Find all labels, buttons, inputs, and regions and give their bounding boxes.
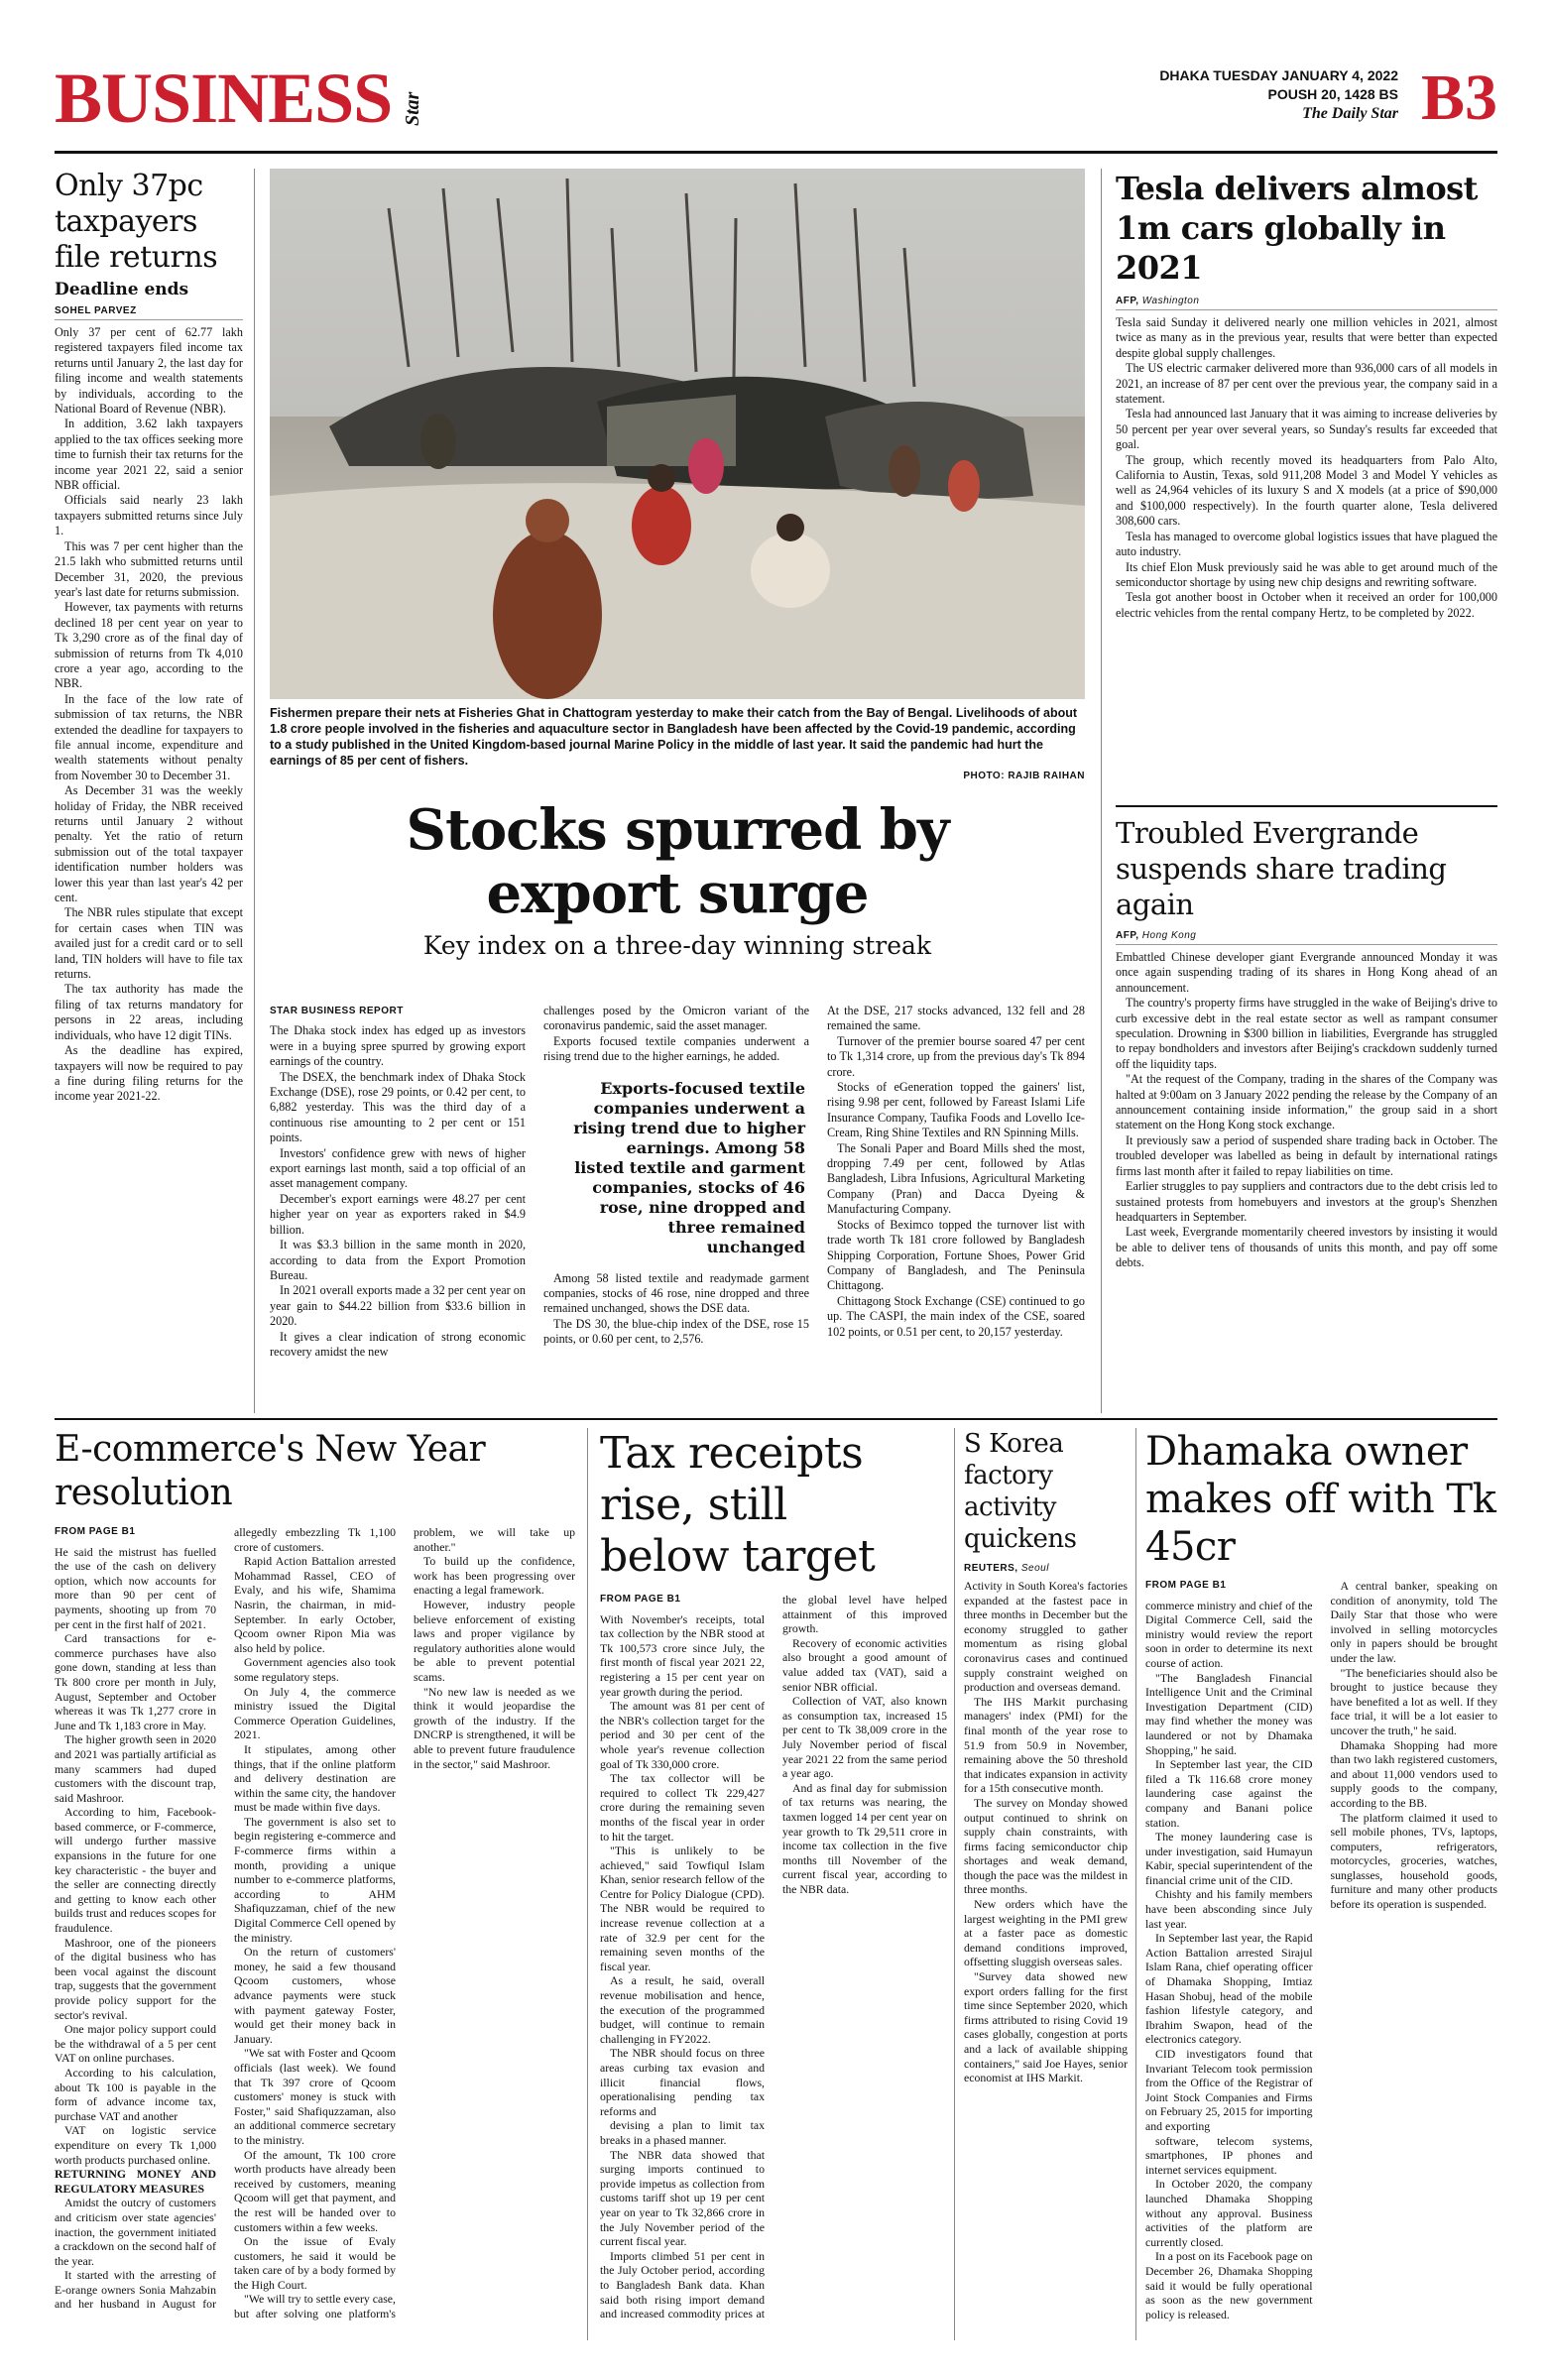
paragraph: Mashroor, one of the pioneers of the digital business who has been vocal against the discount trap, suggests that the government provide policy support for the sector's revival.: [55, 1935, 216, 2022]
paragraph: Turnover of the premier bourse soared 47 per cent to Tk 1,314 crore, up from the previous day's Tk 894 crore.: [827, 1033, 1085, 1079]
ecommerce-body: [55, 1525, 575, 2338]
photo-credit-label: PHOTO:: [963, 771, 1006, 781]
paper-name: The Daily Star: [1302, 105, 1398, 122]
taxpayers-body: [55, 325, 243, 1105]
taxpayers-deck: Deadline ends: [55, 280, 189, 299]
paragraph: The country's property firms have struggled in the wake of Beijing's drive to curb excessive debt in the real estate sector as well as rampant consumer speculation. Drowning in $300 billion in liabilities, Evergrande has struggled to repay bondholders and investors after Beijing's crackdown suddenly turned off the liquidity taps.: [1116, 996, 1497, 1071]
paragraph: He said the mistrust has fuelled the use of the cash on delivery option, which now accounts for more than 90 per cent of payments, shooting up from 70 per cent in the first half of 2021.: [55, 1544, 216, 1631]
paragraph: Card transactions for e-commerce purchases have also gone down, standing at less than Tk 800 crore per month in July, August, September and October whereas it was Tk 1,277 crore in June and Tk 1,183 crore in May.: [55, 1631, 216, 1732]
paragraph: "This is unlikely to be achieved," said Towfiqul Islam Khan, senior research fellow of the Centre for Policy Dialogue (CPD). The NBR would be required to increase revenue collection at a rate of 32.9 per cent for the remaining seven months of the fiscal year.: [600, 1844, 765, 1973]
tesla-article: [1116, 169, 1497, 803]
section-title: BUSINESS: [55, 59, 393, 138]
paragraph: In September last year, the Rapid Action Battalion arrested Sirajul Islam Rana, chief operating officer of Dhamaka Shopping, Imtiaz Hasan Shobuj, head of the mobile fashion lifestyle category, and Ibrahim Swapon, head of the electronics category.: [1145, 1931, 1313, 2047]
paragraph: It was $3.3 billion in the same month in 2020, according to data from the Export Promotion Bureau.: [270, 1238, 526, 1282]
paragraph: VAT on logistic service expenditure on every Tk 1,000 worth products purchased online.: [55, 2123, 216, 2167]
evergrande-headline: Troubled Evergrande suspends share trading again: [1116, 816, 1447, 921]
stocks-deck: Key index on a three-day winning streak: [422, 931, 932, 960]
dhamaka-body: [1145, 1579, 1497, 2340]
skorea-headline: S Korea factory activity quickens: [964, 1429, 1077, 1554]
paragraph: commerce ministry and chief of the Digital Commerce Cell, said the ministry would review the report soon in order to determine its next course of action.: [1145, 1598, 1313, 1670]
paragraph: The money laundering case is under investigation, said Humayun Kabir, special superintendent of the financial crime unit of the CID.: [1145, 1830, 1313, 1887]
tesla-headline: Tesla delivers almost 1m cars globally in 2021: [1116, 170, 1478, 287]
paragraph: Collection of VAT, also known as consumption tax, increased 15 per cent to Tk 38,009 crore in the July November period of fiscal year 2021 22 from the same period a year ago.: [782, 1694, 947, 1781]
skorea-byline: [964, 1563, 1128, 1574]
paragraph: Investors' confidence grew with news of higher export earnings last month, said a top official of an asset management company.: [270, 1145, 526, 1191]
paragraph: Officials said nearly 23 lakh taxpayers submitted returns since July 1.: [55, 493, 243, 538]
tesla-byline-agency: AFP,: [1116, 296, 1139, 306]
page-number: B3: [1420, 61, 1497, 134]
stocks-col3: [827, 1004, 1085, 1400]
paragraph: In October 2020, the company launched Dhamaka Shopping without any approval. Business activities of the platform are currently closed.: [1145, 2177, 1313, 2249]
ecommerce-article: [55, 1428, 575, 2340]
paragraph: It previously saw a period of suspended share trading back in October. The troubled developer was labelled as being in default by international ratings firms last month after it failed to repay liabilities on time.: [1116, 1132, 1497, 1178]
ecommerce-headline: E-commerce's New Year resolution: [55, 1429, 486, 1513]
divider-tax-skorea: [954, 1428, 955, 2340]
paragraph: "The Bangladesh Financial Intelligence Unit and the Criminal Investigation Department (CID) may find whether the money was laundered or not by Dhamaka Shopping," he said.: [1145, 1670, 1313, 1757]
paragraph: The NBR rules stipulate that except for certain cases when TIN was availed just for a credit card or to sell land, TIN holders will have to file tax returns.: [55, 905, 243, 982]
paragraph: "At the request of the Company, trading in the shares of the Company was halted at 9:00am on 3 January 2022 pending the release by the Company of an announcement containing inside information," the group said in a short statement on the Hong Kong stock exchange.: [1116, 1072, 1497, 1132]
star-logo: Star: [402, 91, 423, 126]
paragraph: The tax collector will be required to collect Tk 229,427 crore during the remaining seven months of the fiscal year in order to hit the target.: [600, 1771, 765, 1844]
paragraph: The tax authority has made the filing of tax returns mandatory for persons in 22 areas, including individuals, who have 12 digit TINs.: [55, 982, 243, 1042]
paragraph: Recovery of economic activities also brought a good amount of value added tax (VAT), said a senior NBR official.: [782, 1635, 947, 1694]
paragraph: "Survey data showed new export orders falling for the first time since September 2020, which firms attributed to rising Covid 19 cases globally, congestion at ports and a lack of available shipping containers," said Joe Hayes, senior economist at IHS Markit.: [964, 1969, 1128, 2085]
paragraph: According to his calculation, about Tk 100 is payable in the form of advance income tax, purchase VAT and another: [55, 2065, 216, 2123]
paragraph: As December 31 was the weekly holiday of Friday, the NBR received returns until January 2 without penalty. Yet the ratio of return submission out of the total taxpayer identification number holders was lower this year than last year's 42 per cent.: [55, 783, 243, 905]
paragraph: Chishty and his family members have been absconding since July last year.: [1145, 1887, 1313, 1931]
paragraph: RETURNING MONEY AND REGULATORY MEASURES: [55, 2167, 216, 2196]
paragraph: "The beneficiaries should also be brought to justice because they have benefited a lot as well. If they face trial, it will be a lot easier to uncover the truth," he said.: [1330, 1665, 1497, 1737]
tesla-body: [1116, 315, 1497, 621]
from-page-label: FROM PAGE B1: [600, 1594, 681, 1605]
dhamaka-headline: Dhamaka owner makes off with Tk 45cr: [1145, 1429, 1496, 1570]
stocks-pullquote: Exports-focused textile companies underwent a rising trend due to higher earnings. Among 58 listed textile and garment companies, stocks of 46 rose, nine dropped and three remained unchanged: [573, 1078, 805, 1256]
paragraph: "We will try to settle every case, but after solving one platform's problem, we will take up another.": [234, 1525, 575, 2321]
paragraph: In 2021 overall exports made a 32 per cent year on year gain to $44.22 billion from $33.6 billion in 2020.: [270, 1283, 526, 1329]
col-divider-left: [254, 169, 255, 1413]
paragraph: At the DSE, 217 stocks advanced, 132 fell and 28 remained the same.: [827, 1004, 1085, 1033]
paragraph: Activity in South Korea's factories expanded at the fastest pace in three months in December but the economy struggled to gather momentum as rising global coronavirus cases and continued supply constraint weighed on production and overseas demand.: [964, 1579, 1128, 1695]
paragraph: Chittagong Stock Exchange (CSE) continued to go up. The CASPI, the main index of the CSE, soared 102 points, or 0.51 per cent, to 20,157 yesterday.: [827, 1293, 1085, 1339]
evergrande-body: [1116, 950, 1497, 1271]
paragraph: Of the amount, Tk 100 crore worth products have already been received by customers, meaning Qcoom will get that payment, and the rest will be handed over to customers within a few weeks.: [234, 2147, 396, 2234]
paragraph: The survey on Monday showed output continued to shrink on supply chain constraints, with firms facing semiconductor chip shortages and weak demand, though the pace was the mildest in three months.: [964, 1795, 1128, 1897]
stocks-col1-body: [270, 1023, 526, 1360]
paragraph: Among 58 listed textile and readymade garment companies, stocks of 46 rose, nine dropped and three remained unchanged, shows the DSE data.: [543, 1270, 809, 1316]
evergrande-article: [1116, 815, 1497, 1410]
paragraph: The higher growth seen in 2020 and 2021 was partially artificial as many scammers had duped customers with the discount trap, said Mashroor.: [55, 1732, 216, 1805]
stocks-col1: [270, 1004, 526, 1400]
paragraph: In September last year, the CID filed a Tk 116.68 crore money laundering case against the company and Banani police station.: [1145, 1757, 1313, 1830]
taxreceipts-headline: Tax receipts rise, still below target: [600, 1428, 876, 1582]
paragraph: The DSEX, the benchmark index of Dhaka Stock Exchange (DSE), rose 29 points, or 0.42 per cent, to 6,882 yesterday. This was the third day of a continuous rise amounting to 2 per cent or 151 points.: [270, 1069, 526, 1145]
fishermen-photo: [270, 169, 1085, 699]
paragraph: In the face of the low rate of submission of tax returns, the NBR extended the deadline for taxpayers to file annual income, expenditure and wealth statements without penalty from November 30 to December 31.: [55, 691, 243, 782]
photo-caption-text: Fishermen prepare their nets at Fisheries Ghat in Chattogram yesterday to make their catch from the Bay of Bengal. Livelihoods of about 1.8 crore people involved in the fisheries and aquaculture sector in Bangladesh have been affected by the Covid-19 pandemic, according to a study published in the United Kingdom-based journal Marine Policy in the middle of last year. It said the pandemic had hurt the earnings of 85 per cent of fishers.: [270, 706, 1078, 768]
paragraph: To build up the confidence, work has been progressing over enacting a legal framework.: [414, 1554, 575, 1598]
paragraph: The platform claimed it used to sell mobile phones, TVs, laptops, computers, refrigerators, motorcycles, groceries, watches, sunglasses, household goods, furniture and many other products before its operation is suspended.: [1330, 1810, 1497, 1912]
paragraph: As the deadline has expired, taxpayers will now be required to pay a fine during filing returns for the income year 2021-22.: [55, 1043, 243, 1104]
paragraph: On July 4, the commerce ministry issued the Digital Commerce Operation Guidelines, 2021.: [234, 1684, 396, 1742]
paragraph: On the return of customers' money, he said a few thousand Qcoom customers, whose advance payments were stuck with payment gateway Foster, would get their money back in January.: [234, 1945, 396, 2046]
photo-credit: [270, 769, 1085, 784]
tesla-byline-place: Washington: [1141, 296, 1200, 306]
stocks-col3-body: [827, 1004, 1085, 1340]
paragraph: On the issue of Evaly customers, he said it would be taken care of by a body formed by the High Court.: [234, 2234, 396, 2292]
paragraph: The IHS Markit purchasing managers' index (PMI) for the final month of the year rose to 51.9 from 50.9 in November, remaining above the 50 threshold that indicates expansion in activity for a 15th consecutive month.: [964, 1694, 1128, 1796]
paragraph: The NBR should focus on three areas curbing tax evasion and illicit financial flows, operationalising pending tax reforms and: [600, 2046, 765, 2118]
skorea-body: [964, 1579, 1128, 2085]
paragraph: Government agencies also took some regulatory steps.: [234, 1655, 396, 1684]
photo-credit-name: RAJIB RAIHAN: [1008, 771, 1085, 781]
stocks-headline-block: [270, 798, 1085, 960]
paragraph: "No new law is needed as we think it would jeopardise the growth of the industry. If the DNCRP is strengthened, it will be able to prevent future fraudulence in the sector," said Mashroor.: [414, 1684, 575, 1771]
paragraph: Last week, Evergrande momentarily cheered investors by insisting it would be able to deliver tens of thousands of units this month, and pay off some debts.: [1116, 1225, 1497, 1270]
masthead-rule: [55, 151, 1497, 154]
paragraph: Amidst the outcry of customers and criticism over state agencies' inaction, the government initiated a crackdown on the second half of the year.: [55, 2196, 216, 2268]
dateline: [1159, 66, 1398, 123]
paragraph: In a post on its Facebook page on December 26, Dhamaka Shopping said it would be fully operational as soon as the new government policy is released.: [1145, 2249, 1313, 2321]
taxpayers-headline: Only 37pc taxpayers file returns: [55, 169, 218, 275]
taxpayers-byline: SOHEL PARVEZ: [55, 305, 243, 320]
stocks-col2-top: [543, 1004, 809, 1065]
paragraph: The US electric carmaker delivered more than 936,000 cars of all models in 2021, an increase of 87 per cent over the previous year, the company said in a statement.: [1116, 361, 1497, 407]
fishermen-photo-image: [270, 169, 1085, 699]
fold-rule: [55, 1418, 1497, 1420]
paragraph: Earlier struggles to pay suppliers and contractors due to the debt crisis led to sustained protests from homebuyers and investors at the group's Shenzhen headquarters in September.: [1116, 1179, 1497, 1224]
paragraph: This was 7 per cent higher than the 21.5 lakh who submitted returns until December 31, 2020, the previous year's last date for returns submission.: [55, 538, 243, 599]
stocks-headline: Stocks spurred by export surge: [406, 797, 949, 926]
paragraph: It gives a clear indication of strong economic recovery amidst the new: [270, 1329, 526, 1359]
taxpayers-article: [55, 169, 243, 1413]
paragraph: A central banker, speaking on condition of anonymity, told The Daily Star that those who were involved in selling motorcycles only in papers should be brought under the law.: [1330, 1579, 1497, 1665]
photo-caption: [270, 705, 1085, 784]
taxreceipts-body: [600, 1593, 947, 2326]
date-bangla: POUSH 20, 1428 BS: [1267, 86, 1398, 102]
date-english: DHAKA TUESDAY JANUARY 4, 2022: [1159, 67, 1398, 83]
paragraph: Imports climbed 51 per cent in the July October period, according to Bangladesh Bank data. Khan said both rising import demand and increased commodity prices at the global level have helped attainment of this improved growth.: [600, 1593, 947, 2321]
paragraph: Only 37 per cent of 62.77 lakh registered taxpayers filed income tax returns until January 2, the last day for filing income and wealth statements by individuals, according to the National Board of Revenue (NBR).: [55, 325, 243, 416]
paragraph: software, telecom systems, smartphones, IP phones and internet services equipment.: [1145, 2133, 1313, 2177]
paragraph: challenges posed by the Omicron variant of the coronavirus pandemic, said the asset manager.: [543, 1004, 809, 1033]
paragraph: In addition, 3.62 lakh taxpayers applied to the tax offices seeking more time to furnish their tax returns for the income year 2021 22, said a senior NBR official.: [55, 416, 243, 493]
evergrande-byline-agency: AFP,: [1116, 930, 1139, 941]
paragraph: The DS 30, the blue-chip index of the DSE, rose 15 points, or 0.60 per cent, to 2,576.: [543, 1316, 809, 1347]
stocks-col2: [543, 1004, 809, 1400]
paragraph: "We sat with Foster and Qcoom officials (last week). We found that Tk 397 crore of Qcoom customers' money is stuck with Foster," said Shafiquzzaman, also an additional commerce secretary to the ministry.: [234, 2046, 396, 2147]
paragraph: Tesla had announced last January that it was aiming to increase deliveries by 50 percent per year over several years, so Sunday's results far exceeded that goal.: [1116, 407, 1497, 452]
divider-ecom-tax: [587, 1428, 588, 2340]
paragraph: Embattled Chinese developer giant Evergrande announced Monday it was once again suspending trading of its shares in Hong Kong ahead of an announcement.: [1116, 950, 1497, 995]
paragraph: Its chief Elon Musk previously said he was able to get around much of the semiconductor shortage by using new chip designs and rewriting software.: [1116, 559, 1497, 589]
paragraph: The Dhaka stock index has edged up as investors were in a buying spree spurred by growing export earnings of the country.: [270, 1023, 526, 1069]
paragraph: The amount was 81 per cent of the NBR's collection target for the period and 30 per cent of the whole year's revenue collection goal of Tk 330,000 crore.: [600, 1699, 765, 1771]
paragraph: One major policy support could be the withdrawal of a 5 per cent VAT on online purchases.: [55, 2022, 216, 2066]
paragraph: The Sonali Paper and Board Mills shed the most, dropping 7.49 per cent, followed by Atlas Bangladesh, Libra Infusions, Agricultural Marketing Company (Pran) and Dacca Dyeing & Manufacturing Company.: [827, 1140, 1085, 1217]
evergrande-byline-place: Hong Kong: [1141, 930, 1197, 941]
evergrande-byline: [1116, 930, 1497, 945]
paragraph: CID investigators found that Invariant Telecom took permission from the Office of the Registrar of Joint Stock Companies and Firms on February 25, 2015 for importing and exporting: [1145, 2047, 1313, 2133]
paragraph: New orders which have the largest weighting in the PMI grew at a faster pace as domestic demand conditions improved, offsetting sluggish overseas sales.: [964, 1897, 1128, 1969]
paragraph: And as final day for submission of tax returns was nearing, the taxmen logged 14 per cent year on year growth to Tk 29,511 crore in income tax collection in the five months till November of the current fiscal year, according to the NBR data.: [782, 1780, 947, 1896]
paragraph: December's export earnings were 48.27 per cent higher year on year as exporters raked in $4.9 billion.: [270, 1191, 526, 1237]
col-divider-right: [1101, 169, 1102, 1413]
skorea-byline-place: Seoul: [1020, 1563, 1049, 1574]
tesla-byline: [1116, 296, 1497, 310]
paragraph: The NBR data showed that surging imports continued to provide impetus as collection from customs tariff shot up 19 per cent year on year to Tk 32,866 crore in the July November period of the current fiscal year.: [600, 2147, 765, 2249]
paragraph: The government is also set to begin registering e-commerce and F-commerce firms within a month, providing a unique number to e-commerce platforms, according to AHM Shafiquzzaman, chief of the new Digital Commerce Cell opened by the ministry.: [234, 1814, 396, 1945]
paragraph: Exports focused textile companies underwent a rising trend due to the higher earnings, he added.: [543, 1033, 809, 1064]
paragraph: Rapid Action Battalion arrested Mohammad Rassel, CEO of Evaly, and his wife, Shamima Nasrin, the chairman, in mid-September. In early October, Qcoom owner Ripon Mia was also held by police.: [234, 1554, 396, 1655]
paragraph: As a result, he said, overall revenue mobilisation and hence, the execution of the programmed budget, will continue to remain challenging in FY2022.: [600, 1973, 765, 2046]
paragraph: Stocks of Beximco topped the turnover list with trade worth Tk 181 crore followed by Bangladesh Shipping Corporation, Fortune Shoes, Power Grid Company of Bangladesh, and The Peninsula Chittagong.: [827, 1217, 1085, 1293]
paragraph: devising a plan to limit tax breaks in a phased manner.: [600, 2118, 765, 2147]
dhamaka-article: [1145, 1428, 1497, 2340]
masthead: [55, 55, 1497, 149]
paragraph: Tesla said Sunday it delivered nearly one million vehicles in 2021, almost twice as many as in the previous year, results that were better than expected despite global supply challenges.: [1116, 315, 1497, 360]
paragraph: Tesla got another boost in October when it received an order for 100,000 electric vehicles from the rental company Hertz, to be completed by 2022.: [1116, 590, 1497, 620]
from-page-label: FROM PAGE B1: [55, 1526, 136, 1537]
paragraph: However, tax payments with returns declined 18 per cent year on year to Tk 3,290 crore as of the final day of submission of returns from Tk 4,010 crore a year ago, according to the NBR.: [55, 600, 243, 691]
paragraph: It stipulates, among other things, that if the online platform and delivery destination are within the same city, the handover must be made within five days.: [234, 1741, 396, 1815]
tesla-evergrande-rule: [1116, 805, 1497, 807]
paragraph: The group, which recently moved its headquarters from Palo Alto, California to Austin, Texas, sold 911,208 Model 3 and Model Y vehicles as well as 24,964 vehicles of its luxury S and X models (at a price of $90,000 and $100,000 respectively). In the fourth quarter alone, Tesla delivered 308,600 cars.: [1116, 452, 1497, 529]
paragraph: With November's receipts, total tax collection by the NBR stood at Tk 100,573 crore since July, the first month of fiscal year 2021 22, registering a 15 per cent year on year growth during the period.: [600, 1611, 765, 1699]
skorea-byline-agency: REUTERS,: [964, 1563, 1018, 1574]
paragraph: According to him, Facebook-based commerce, or F-commerce, will undergo further massive expansions in the future for one key characteristic - the buyer and the seller are connecting directly and getting to know each other builds trust and reduces scopes for fraudulence.: [55, 1805, 216, 1936]
paragraph: Dhamaka Shopping had more than two lakh registered customers, and about 11,000 vendors used to supply goods to the company, according to the BB.: [1330, 1737, 1497, 1810]
stocks-byline: STAR BUSINESS REPORT: [270, 1006, 404, 1016]
from-page-label: FROM PAGE B1: [1145, 1580, 1227, 1591]
paragraph: However, industry people believe enforcement of existing laws and proper vigilance by regulatory authorities alone would be able to prevent potential scams.: [414, 1597, 575, 1684]
paragraph: Stocks of eGeneration topped the gainers' list, rising 9.98 per cent, followed by Fareast Islami Life Insurance Company, Taufika Foods and Lovello Ice-Cream, Ring Shine Textiles and RN Spinning Mills.: [827, 1080, 1085, 1140]
paragraph: It started with the arresting of E-orange owners Sonia Mahzabin and her husband in August for allegedly embezzling Tk 1,100 crore of customers.: [55, 1525, 396, 2312]
stocks-col2-bottom: [543, 1271, 809, 1348]
skorea-article: [964, 1428, 1128, 2340]
divider-skorea-dhamaka: [1135, 1428, 1136, 2340]
paragraph: Tesla has managed to overcome global logistics issues that have plagued the auto industry.: [1116, 529, 1497, 559]
taxreceipts-article: [600, 1428, 947, 2340]
